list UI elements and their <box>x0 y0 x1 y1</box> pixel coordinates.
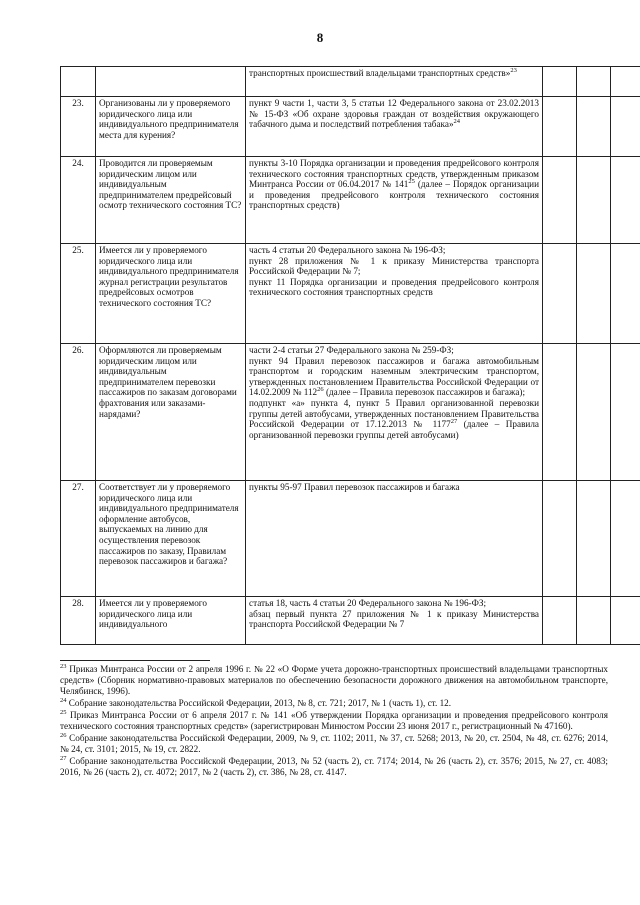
footnote-text: Собрание законодательства Российской Федерации, 2013, № 8, ст. 721; 2017, № 1 (часть 1), ст. 12. <box>66 698 452 708</box>
footnote-mark: 27 <box>60 754 67 762</box>
footnote-marker: 25 <box>408 178 415 186</box>
reference-line <box>249 98 539 130</box>
reference-line <box>249 398 539 440</box>
row-number <box>61 67 96 97</box>
page-number: 8 <box>316 30 324 45</box>
table-row <box>61 97 640 157</box>
footnote-text: Собрание законодательства Российской Федерации, 2009, № 9, ст. 1102; 2011, № 37, ст. 5268; 2013, № 20, ст. 2504, № 48, ст. 6276; 2014, № 24, ст. 3101; 2015, № 19, ст. 2822. <box>60 733 608 754</box>
footnote-mark: 26 <box>60 731 67 739</box>
answer-cell-na <box>611 97 640 157</box>
footnote-marker: 27 <box>450 418 458 426</box>
answer-cell-no <box>577 244 611 344</box>
answer-cell-na <box>611 157 640 244</box>
row-number: 28. <box>61 597 96 645</box>
answer-cell-yes <box>543 597 577 645</box>
reference-text: пункты 95-97 Правил перевозок пассажиров и багажа <box>249 482 460 492</box>
answer-cell-yes <box>543 344 577 481</box>
reference-line <box>249 482 539 493</box>
reference-text: часть 4 статьи 20 Федерального закона № 196-ФЗ; <box>249 245 446 255</box>
reference-line <box>249 158 539 211</box>
row-number: 26. <box>61 344 96 481</box>
reference-line <box>249 609 539 630</box>
answer-cell-no <box>577 344 611 481</box>
answer-cell-no <box>577 97 611 157</box>
reference-line <box>249 245 539 256</box>
row-number: 24. <box>61 157 96 244</box>
answer-cell-no <box>577 481 611 597</box>
answer-cell-yes <box>543 481 577 597</box>
reference-text: пункт 9 части 1, части 3, 5 статьи 12 Федерального закона от 23.02.2013 № 15-ФЗ «Об охране здоровья граждан от воздействия окружающего табачного дыма и последствий потребления табака» <box>249 98 539 130</box>
row-question: Проводится ли проверяемым юридическим лицом или индивидуальным предпринимателем предрейсовый осмотр технического состояния ТС? <box>96 157 246 244</box>
table-row <box>61 157 640 244</box>
reference-text-tail: (далее – Правила перевозок пассажиров и багажа); <box>323 387 526 398</box>
row-question: Соответствует ли у проверяемого юридического лица или индивидуального предпринимателя оформление автобусов, выпускаемых на линию для осуществления перевозок пассажиров по заказу, Правилам перевозок пассажиров и багажа? <box>96 481 246 597</box>
reference-line <box>249 277 539 298</box>
row-legal-reference <box>246 244 543 344</box>
table-row <box>61 481 640 597</box>
answer-cell-yes <box>543 244 577 344</box>
footnote <box>60 664 608 697</box>
reference-text: пункт 94 Правил перевозок пассажиров и багажа автомобильным транспортом и городским наземным электрическим транспортом, утвержденных постановлением Правительства Российской Федерации от 14.02.2009 № 112 <box>249 355 539 398</box>
reference-line <box>249 598 539 609</box>
row-legal-reference <box>246 481 543 597</box>
reference-text: статья 18, часть 4 статьи 20 Федерального закона № 196-ФЗ; <box>249 598 487 608</box>
row-question <box>96 67 246 97</box>
row-number: 25. <box>61 244 96 344</box>
row-question: Имеется ли у проверяемого юридического лица или индивидуального <box>96 597 246 645</box>
row-legal-reference <box>246 344 543 481</box>
footnote <box>60 710 608 732</box>
reference-text-tail: (далее – Порядок организации и проведения предрейсового контроля технического состояния транспортных средств) <box>249 179 539 211</box>
row-question: Организованы ли у проверяемого юридического лица или индивидуального предпринимателя места для курения? <box>96 97 246 157</box>
table-row <box>61 597 640 645</box>
footnote <box>60 698 608 709</box>
footnote-text: Приказ Минтранса России от 2 апреля 1996 г. № 22 «О Форме учета дорожно-транспортных происшествий владельцами транспортных средств» (Сборник нормативно-правовых материалов по обеспечению безопасности дорожного движения на автомобильном транспорте, Челябинск, 1996). <box>60 664 608 696</box>
answer-cell-yes <box>543 67 577 97</box>
row-number: 27. <box>61 481 96 597</box>
row-question: Оформляются ли проверяемым юридическим лицом или индивидуальным предпринимателем перевозки пассажиров по заказам договорами фрахтования или заказами-нарядами? <box>96 344 246 481</box>
reference-text: пункты 3-10 Порядка организации и проведения предрейсового контроля технического состояния транспортных средств, утвержденным приказом Минтранса России от 06.04.2017 № 141 <box>249 158 539 190</box>
reference-line <box>249 345 539 356</box>
footnote-marker: 26 <box>317 386 324 394</box>
reference-text: абзац первый пункта 27 приложения № 1 к приказу Министерства транспорта Российской Федерации № 7 <box>249 608 539 630</box>
answer-cell-na <box>611 244 640 344</box>
footnote-mark: 25 <box>60 708 67 716</box>
answer-cell-na <box>611 67 640 97</box>
answer-cell-no <box>577 157 611 244</box>
table-row <box>61 67 640 97</box>
answer-cell-na <box>611 344 640 481</box>
reference-text-tail: (далее – Правила организованной перевозки группы детей автобусами) <box>249 419 539 440</box>
footnote-mark: 24 <box>60 696 67 704</box>
row-number: 23. <box>61 97 96 157</box>
reference-text: пункт 28 приложения № 1 к приказу Министерства транспорта Российской Федерации № 7; <box>249 255 539 277</box>
reference-text: пункт 11 Порядка организации и проведения предрейсового контроля технического состояния транспортных средств <box>249 276 539 298</box>
footnote-text: Приказ Минтранса России от 6 апреля 2017 г. № 141 «Об утверждении Порядка организации и проведения предрейсового контроля технического состояния транспортных средств» (зарегистрирован Минюстом России 23 июня 2017 г., регистрационный № 47160). <box>60 710 608 731</box>
reference-line <box>249 356 539 398</box>
reference-line <box>249 256 539 277</box>
answer-cell-no <box>577 67 611 97</box>
row-legal-reference <box>246 157 543 244</box>
table-row <box>61 244 640 344</box>
footnote-marker: 24 <box>453 118 461 126</box>
footnote-mark: 23 <box>60 662 67 670</box>
answer-cell-na <box>611 597 640 645</box>
reference-text: подпункт «а» пункта 4, пункт 5 Правил организованной перевозки группы детей автобусами, утвержденных постановлением Правительства Российской Федерации от 17.12.2013 № 1177 <box>249 397 539 430</box>
row-legal-reference <box>246 97 543 157</box>
answer-cell-yes <box>543 97 577 157</box>
footnote <box>60 733 608 755</box>
row-question: Имеется ли у проверяемого юридического лица или индивидуального предпринимателя журнал регистрации результатов предрейсовых осмотров технического состояния ТС? <box>96 244 246 344</box>
footnote-separator <box>60 660 210 661</box>
footnotes <box>60 664 608 779</box>
answer-cell-yes <box>543 157 577 244</box>
reference-line <box>249 68 539 79</box>
answer-cell-no <box>577 597 611 645</box>
table-row <box>61 344 640 481</box>
reference-text: транспортных происшествий владельцами транспортных средств» <box>249 68 511 78</box>
table-body <box>61 67 640 645</box>
footnote-text: Собрание законодательства Российской Федерации, 2013, № 52 (часть 2), ст. 7174; 2014, № 26 (часть 2), ст. 3576; 2015, № 27, ст. 4083; 2016, № 26 (часть 2), ст. 4072; 2017, № 2 (часть 2), ст. 386, № 28, ст. 4147. <box>60 756 608 777</box>
row-legal-reference <box>246 597 543 645</box>
reference-text: части 2-4 статьи 27 Федерального закона № 259-ФЗ; <box>249 345 454 355</box>
footnote-marker: 23 <box>510 66 517 74</box>
row-legal-reference <box>246 67 543 97</box>
checklist-table <box>60 66 640 645</box>
footnote <box>60 756 608 778</box>
answer-cell-na <box>611 481 640 597</box>
